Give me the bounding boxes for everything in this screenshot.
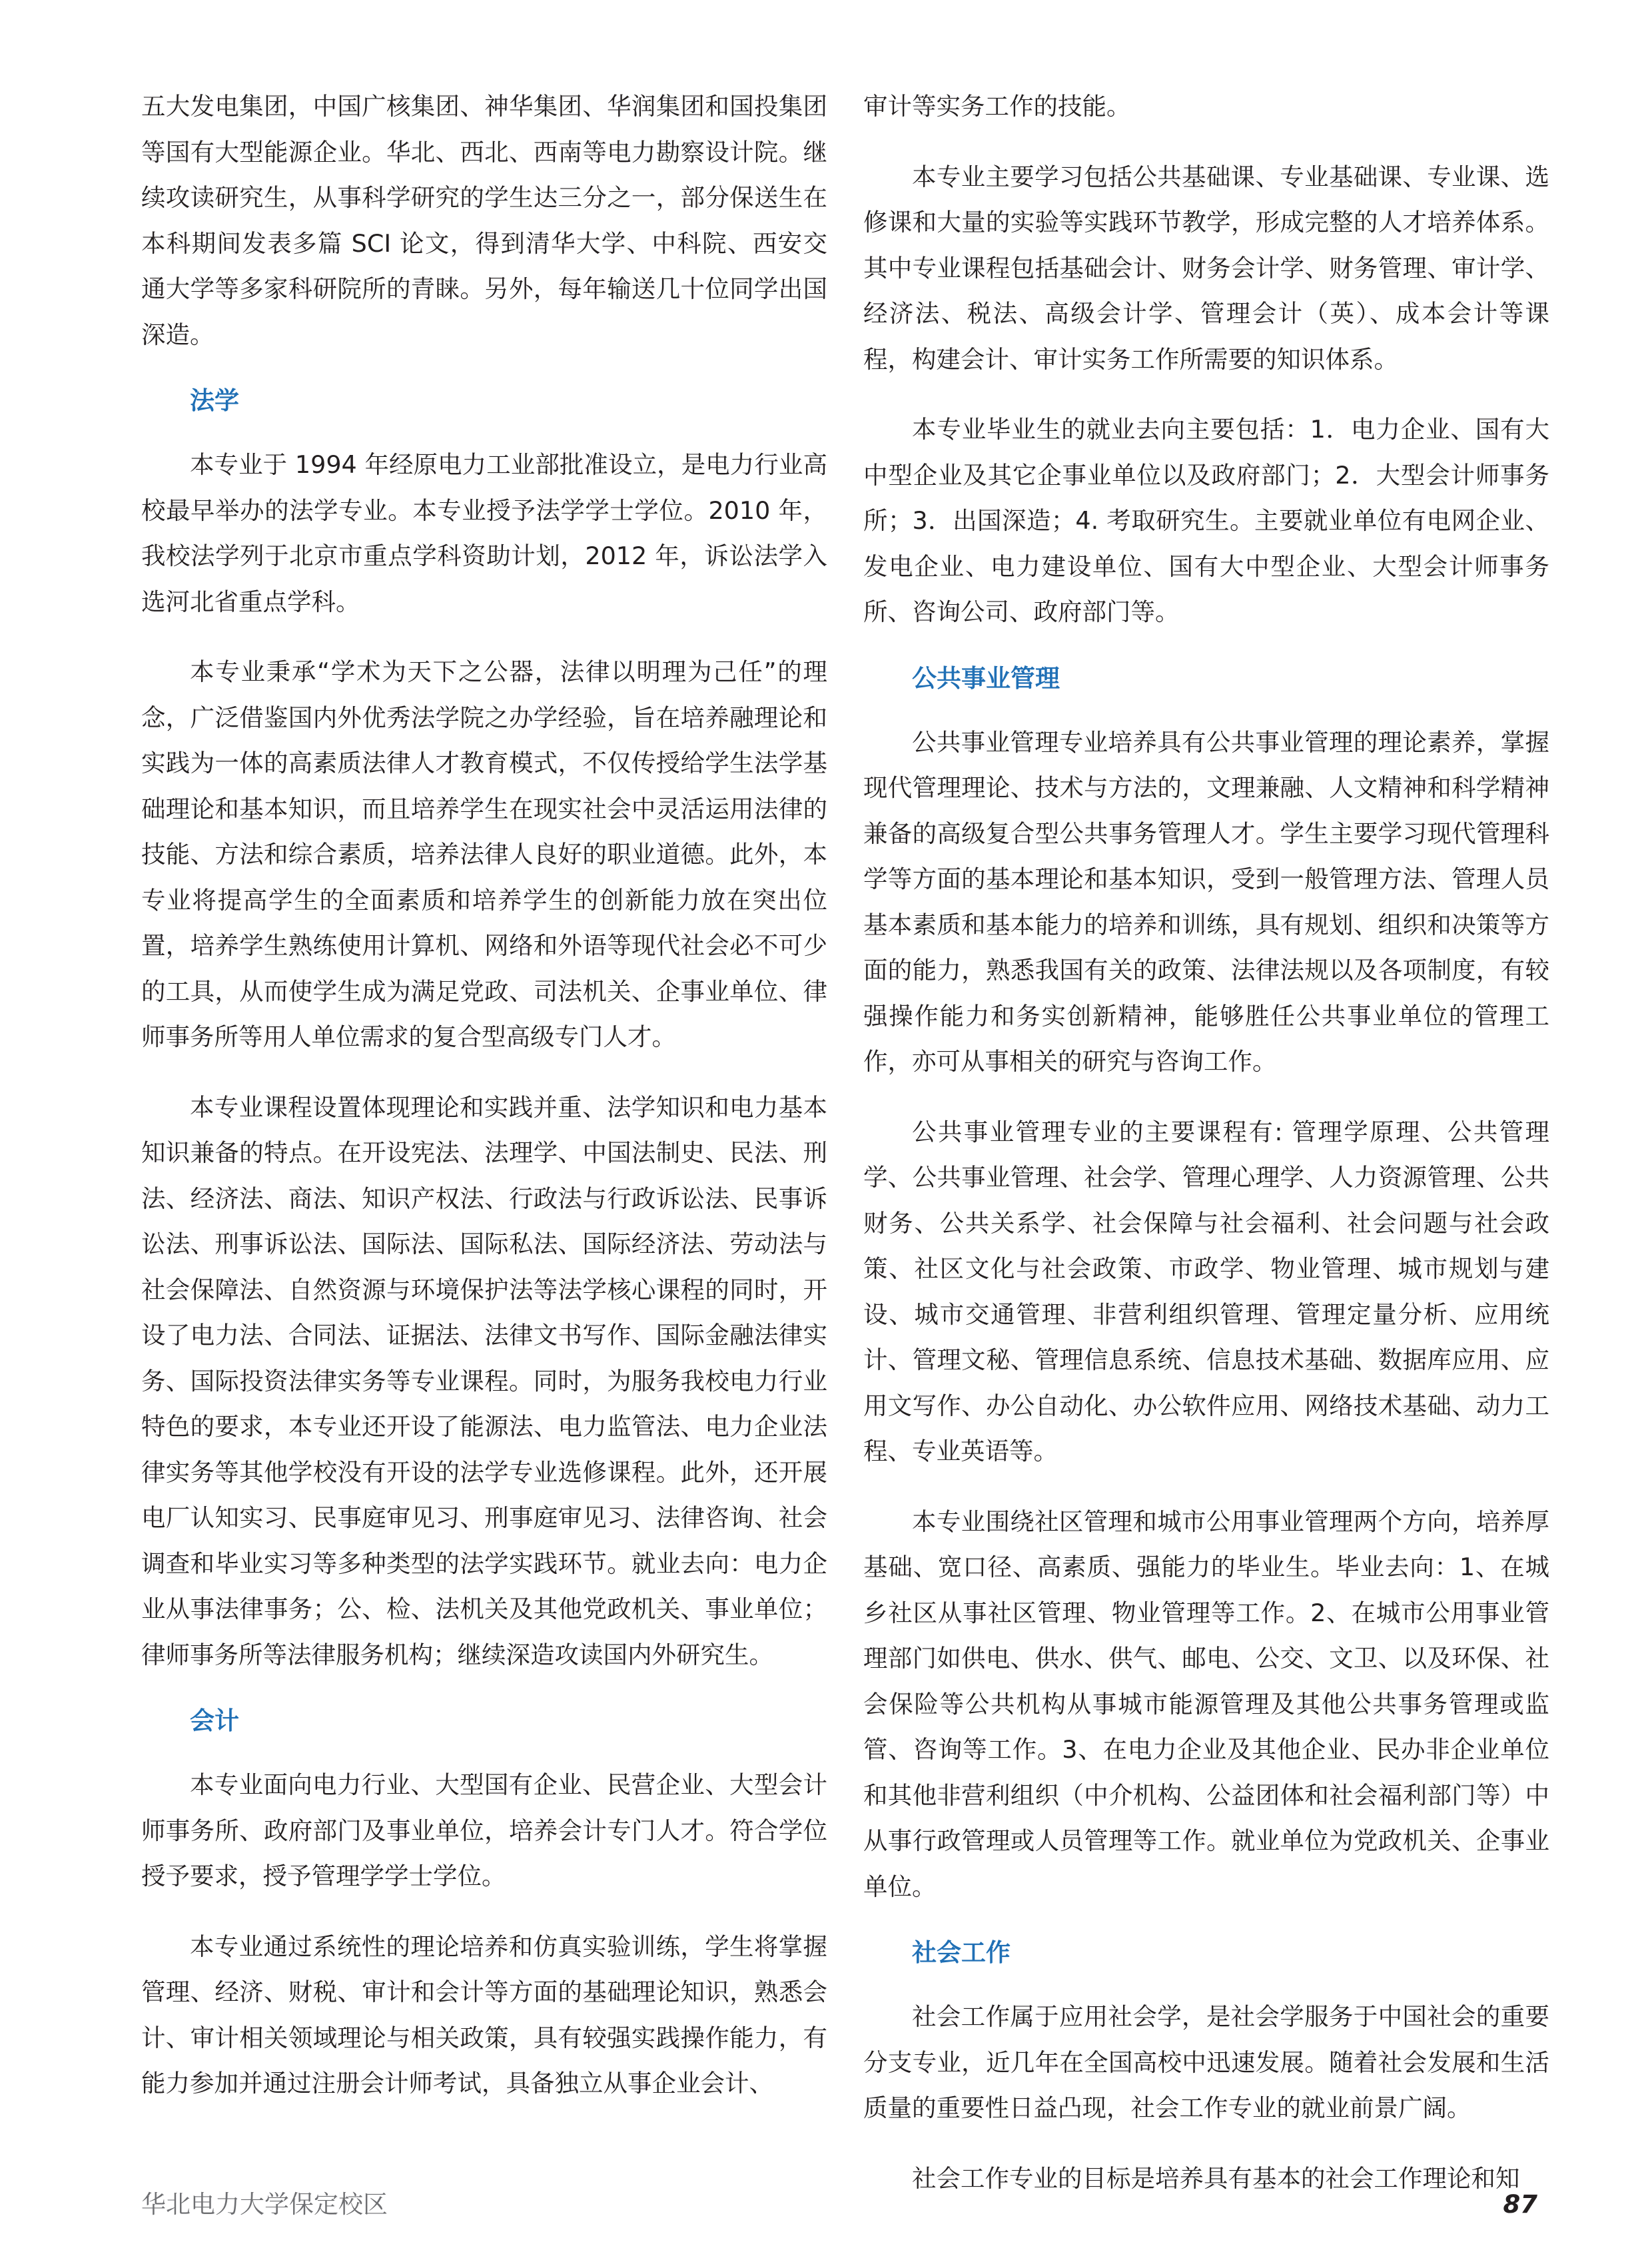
right-column: [863, 84, 1549, 2226]
accounting-paragraph: 本专业面向电力行业、大型国有企业、民营企业、大型会计师事务所、政府部门及事业单位，培养会计专门人才。符合学位授予要求，授予管理学学士学位。: [141, 1770, 827, 1890]
page-number: 87: [1503, 2190, 1537, 2219]
social-work-paragraph: 社会工作属于应用社会学，是社会学服务于中国社会的重要分支专业，近几年在全国高校中迅速发展。随着社会发展和生活质量的重要性日益凸现，社会工作专业的就业前景广阔。: [863, 2002, 1549, 2122]
section-heading-accounting: 会计: [190, 1706, 239, 1735]
law-paragraph: 本专业于 1994 年经原电力工业部批准设立，是电力行业高校最早举办的法学专业。本专业授予法学学士学位。2010 年，我校法学列于北京市重点学科资助计划，2012 年，诉讼法学入选河北省重点学科。: [141, 450, 827, 616]
section-heading-law: 法学: [190, 386, 239, 415]
law-paragraph: 本专业秉承“学术为天下之公器，法律以明理为己任”的理念，广泛借鉴国内外优秀法学院之办学经验，旨在培养融理论和实践为一体的高素质法律人才教育模式，不仅传授给学生法学基础理论和基本知识，而且培养学生在现实社会中灵活运用法律的技能、方法和综合素质，培养法律人良好的职业道德。此外，本专业将提高学生的全面素质和培养学生的创新能力放在突出位置，培养学生熟练使用计算机、网络和外语等现代社会必不可少的工具，从而使学生成为满足党政、司法机关、企事业单位、律师事务所等用人单位需求的复合型高级专门人才。: [141, 657, 827, 1051]
public-administration-paragraph: 本专业围绕社区管理和城市公用事业管理两个方向，培养厚基础、宽口径、高素质、强能力的毕业生。毕业去向：1、在城乡社区从事社区管理、物业管理等工作。2、在城市公用事业管理部门如供电、供水、供气、邮电、公交、文卫、以及环保、社会保险等公共机构从事城市能源管理及其他公共事务管理或监管、咨询等工作。3、在电力企业及其他企业、民办非企业单位和其他非营利组织（中介机构、公益团体和社会福利部门等）中从事行政管理或人员管理等工作。就业单位为党政机关、企事业单位。: [863, 1507, 1549, 1901]
accounting-paragraph: 本专业主要学习包括公共基础课、专业基础课、专业课、选修课和大量的实验等实践环节教学，形成完整的人才培养体系。其中专业课程包括基础会计、财务会计学、财务管理、审计学、经济法、税法、高级会计学、管理会计（英）、成本会计等课程，构建会计、审计实务工作所需要的知识体系。: [863, 162, 1549, 374]
accounting-paragraph: 本专业通过系统性的理论培养和仿真实验训练，学生将掌握管理、经济、财税、审计和会计等方面的基础理论知识，熟悉会计、审计相关领域理论与相关政策，具有较强实践操作能力，有能力参加并通过注册会计师考试，具备独立从事企业会计、: [141, 1932, 827, 2097]
left-column: [141, 84, 827, 2131]
accounting-paragraph: 本专业毕业生的就业去向主要包括：1．电力企业、国有大中型企业及其它企事业单位以及政府部门；2．大型会计师事务所；3．出国深造；4. 考取研究生。主要就业单位有电网企业、发电企业、电力建设单位、国有大中型企业、大型会计师事务所、咨询公司、政府部门等。: [863, 415, 1549, 626]
law-paragraph: 本专业课程设置体现理论和实践并重、法学知识和电力基本知识兼备的特点。在开设宪法、法理学、中国法制史、民法、刑法、经济法、商法、知识产权法、行政法与行政诉讼法、民事诉讼法、刑事诉讼法、国际法、国际私法、国际经济法、劳动法与社会保障法、自然资源与环境保护法等法学核心课程的同时，开设了电力法、合同法、证据法、法律文书写作、国际金融法律实务、国际投资法律实务等专业课程。同时，为服务我校电力行业特色的要求，本专业还开设了能源法、电力监管法、电力企业法律实务等其他学校没有开设的法学专业选修课程。此外，还开展电厂认知实习、民事庭审见习、刑事庭审见习、法律咨询、社会调查和毕业实习等多种类型的法学实践环节。就业去向：电力企业从事法律事务；公、检、法机关及其他党政机关、事业单位；律师事务所等法律服务机构；继续深造攻读国内外研究生。: [141, 1092, 827, 1669]
accounting-paragraph-continued: 审计等实务工作的技能。: [863, 92, 1131, 121]
section-heading-social-work: 社会工作: [912, 1938, 1011, 1967]
footer-school-name: 华北电力大学保定校区: [141, 2190, 388, 2219]
intro-paragraph: 五大发电集团，中国广核集团、神华集团、华润集团和国投集团等国有大型能源企业。华北、西北、西南等电力勘察设计院。继续攻读研究生，从事科学研究的学生达三分之一，部分保送生在本科期间发表多篇 SCI 论文，得到清华大学、中科院、西安交通大学等多家科研院所的青睐。另外，每年输送几十位同学出国深造。: [141, 92, 827, 349]
public-administration-paragraph: 公共事业管理专业的主要课程有: 管理学原理、公共管理学、公共事业管理、社会学、管理心理学、人力资源管理、公共财务、公共关系学、社会保障与社会福利、社会问题与社会政策、社区文化与社会政策、市政学、物业管理、城市规划与建设、城市交通管理、非营利组织管理、管理定量分析、应用统计、管理文秘、管理信息系统、信息技术基础、数据库应用、应用文写作、办公自动化、办公软件应用、网络技术基础、动力工程、专业英语等。: [863, 1117, 1549, 1465]
social-work-paragraph: 社会工作专业的目标是培养具有基本的社会工作理论和知: [912, 2163, 1520, 2193]
public-administration-paragraph: 公共事业管理专业培养具有公共事业管理的理论素养，掌握现代管理理论、技术与方法的，文理兼融、人文精神和科学精神兼备的高级复合型公共事务管理人才。学生主要学习现代管理科学等方面的基本理论和基本知识，受到一般管理方法、管理人员基本素质和基本能力的培养和训练，具有规划、组织和决策等方面的能力，熟悉我国有关的政策、法律法规以及各项制度，有较强操作能力和务实创新精神，能够胜任公共事业单位的管理工作，亦可从事相关的研究与咨询工作。: [863, 727, 1549, 1076]
section-heading-public-administration: 公共事业管理: [912, 663, 1060, 693]
